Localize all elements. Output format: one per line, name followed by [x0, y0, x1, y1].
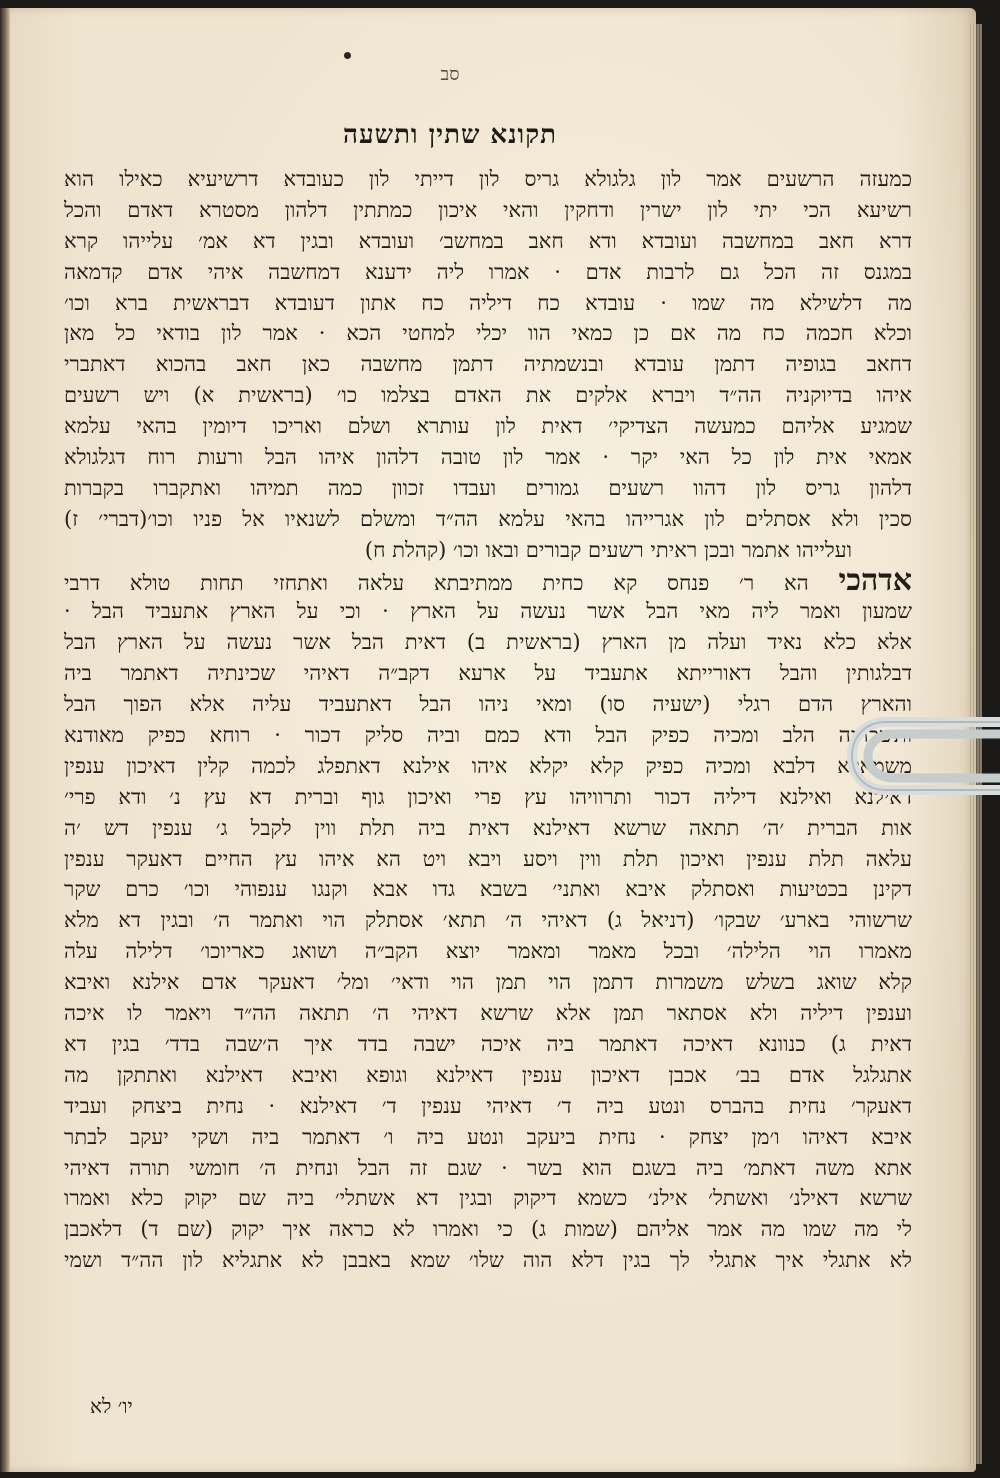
text-line: אתגלגל אדם בב׳ אכבן דאיכון ענפין דאילנא וגופא ואיבא דאילנא ואתתקן מה	[64, 1062, 912, 1087]
opening-word: אדהכי	[838, 565, 912, 597]
text-line: דקינן בכטיעות ואסתלק איבא ואתני׳ בשבא גדו אבא וקנגו ענפוהי וכו׳ כרם שקר	[64, 877, 912, 902]
text-line: לא אתגלי איך אתגלי לך בגין דלא הוה שלו׳ שמא באבבן לא אתגליא לון הה״ד ושמי	[64, 1248, 912, 1273]
text-line: קלא שואג בשלש משמרות דתמן הוי תמן הוי ודאי׳ ומל׳ דאעקר אדם אילנא ואיבא	[64, 970, 912, 995]
text-line: שמעון ואמר ליה מאי הבל אשר נעשה על הארץ · וכי על הארץ אתעביד הבל ·	[64, 599, 912, 624]
text-line: דרא חאב במחשבה ועובדא ודא חאב במחשב׳ ועובדא ובגין דא אמ׳ עלייהו קרא	[64, 228, 912, 253]
text-line: שמגיע אליהם כמעשה הצדיקי׳ דאית לון עותרא ושלם ואריכו דיומין בהאי עלמא	[64, 414, 912, 439]
text-line: וענפין דיליה ולא אסתאר תמן אלא שרשא דאיהי ה׳ תתאה הה״ד ויאמר לו איכה	[64, 1001, 912, 1026]
text-line: וכלא חכמה כח מה אם כן כמאי הוו יכלי למחטי הכא · אמר לון בודאי כל מאן	[64, 321, 912, 346]
text-line: לי מה שמו מה אמר אליהם (שמות ג) כי ואמרו לא כראה איך יקוק (שם ד) דלאכבן	[64, 1217, 912, 1242]
paperclip-icon	[842, 708, 1000, 804]
text-line: רשיעא הכי יתי לון ישרין ודחקין והאי איכון כמתתין דלהון מסטרא דאדם והכל	[64, 197, 912, 222]
text-line: אמאי אית לון כל האי יקר · אמר לון טובה דלהון איהו הבל ורעות רוח דגלגולא	[64, 445, 912, 470]
text-line: דאילנא ואילנא דיליה דכור ותרוויהו עץ פרי ואיכון גוף וברית דא עץ נ׳ ודא פרי׳	[64, 784, 912, 809]
text-line	[64, 566, 912, 597]
text-line: במגנס זה הכל גם לרבות אדם · אמרו ליה ידענא דמחשבה איהי אדם קדמאה	[64, 259, 912, 284]
text-line: דאית ג) כנוונא דאיכה דאתמר ביה איכה ישבה בדד איך ה׳שבה בדד׳ בגין דא	[64, 1031, 912, 1056]
text-line: אתא משה דאתמ׳ ביה בשגם הוא בשר · שגם זה הבל ונחית ה׳ חומשי תורה דאיהי	[64, 1155, 912, 1180]
text-line: משמאלא דלבא ומכיה כפיק קלא יקלא איהו אילנא דאתפלג לכמה קלין דאיכון ענפין	[64, 753, 912, 778]
text-line: כמעזה הרשעים אמר לון גלגולא גריס לון דייתי לון כעובדא דרשיעיא כאילו הוא	[64, 167, 912, 191]
text-line: איהו בדיוקניה הה״ד ויברא אלקים את האדם בצלמו כו׳ (בראשית א) ויש רשעים	[64, 383, 912, 408]
book-gutter	[0, 8, 10, 1472]
text-line: ועלייהו אתמר ובכן ראיתי רשעים קבורים ובאו וכו׳ (קהלת ח)	[364, 537, 852, 562]
text-line-content: הא ר׳ פנחס קא כחית ממתיבתא עלאה ואתחזי תחות טולא דרבי	[64, 570, 839, 595]
page-title: תקונא שתין ותשעה	[343, 120, 557, 150]
text-line: אות הברית ׳ה׳ תתאה שרשא דאילנא דאית ביה תלת ווין לקבל ג׳ ענפין דש ׳ה	[64, 815, 912, 840]
text-line: עלאה תלת ענפין ואיכון תלת ווין ויסע ויבא ויט הא איהו עץ החיים דאעקר ענפין	[64, 846, 912, 871]
text-line: סכין ולא אסתלים לון אגרייהו בהאי עלמא הה״ד ומשלם לשנאיו אל פניו וכו׳(דברי׳ ז)	[64, 506, 912, 531]
text-line: דלהון גריס לון דהוו רשעים גמורים ועבדו זכוון כמה תמיהו ואתקברו בקברות	[64, 475, 912, 500]
text-line: שרשוהי בארע׳ שבקו׳ (דניאל ג) דאיהי ה׳ תתא׳ אסתלק הוי ואתמר ה׳ ובגין דא מלא	[64, 908, 912, 933]
text-line: אלא כלא נאיד ועלה מן הארץ (בראשית ב) דאית הבל אשר נעשה על הארץ הבל	[64, 630, 912, 655]
text-line: והארץ הדם רגלי (ישעיה סו) ומאי ניהו הבל דאתעביד עליה אלא הפוך הבל	[64, 692, 912, 717]
text-line: שרשא דאילנ׳ ואשתל׳ אילנ׳ כשמא דיקוק ובגין דא אשתלי׳ ביה שם יקוק כלא ואמרו	[64, 1186, 912, 1211]
text-line: ותשכחיה הלב ומכיה כפיק הבל ודא כמם וביה סליק דכור · רוחא כפיק מאודנא	[64, 723, 912, 748]
text-line: מאמרו הוי הלילה׳ ובכל מאמר ומאמר יוצא הקב״ה ושואג כאריוכו׳ דלילה עלה	[64, 939, 912, 964]
text-line: מה דלשילא מה שמו · עובדא כח דיליה כח אתון דעובדא דבראשית ברא וכו׳	[64, 290, 912, 315]
body-text	[64, 164, 912, 1276]
text-line: דבלגותין והבל דאורייתא אתעביד על ארעא דקב״ה דאיהי שכינתיה דאתמר ביה	[64, 661, 912, 686]
catchword: יו׳ לא	[90, 1394, 133, 1418]
ink-spot	[344, 52, 351, 59]
text-line: דחאב בגופיה דתמן עובדא ובנשמתיה דתמן מחשבה כאן חאב בהכוא דאתברי	[64, 352, 912, 377]
text-line: איבא דאיהו ו׳מן יצחק · נחית ביעקב ונטע ביה ו׳ דאתמר ביה ושקי יעקב לבתר	[64, 1124, 912, 1149]
folio-number: סב	[440, 64, 460, 85]
text-line: דאעקר׳ נחית בהברס ונטע ביה ד׳ דאיהי ענפין ד׳ דאילנא · נחית ביצחק ועביד	[64, 1093, 912, 1118]
